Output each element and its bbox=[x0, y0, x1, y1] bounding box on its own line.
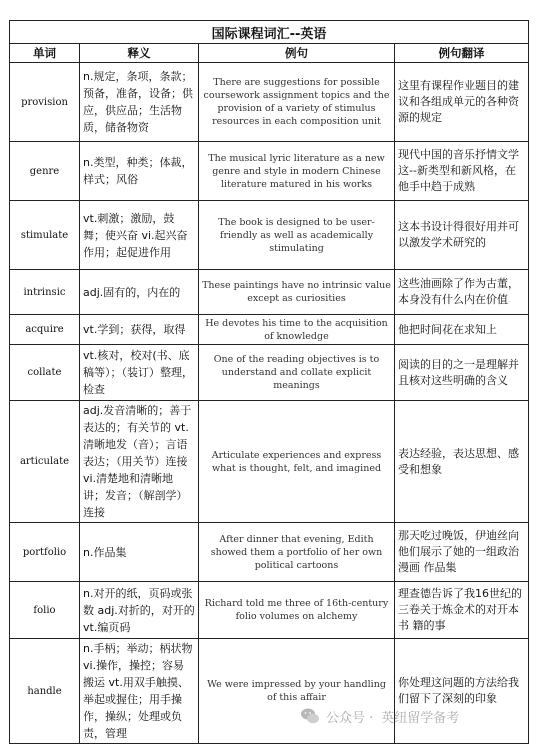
example-cell: One of the reading objectives is to understand and collate explicit meanings bbox=[199, 345, 395, 401]
word-cell: acquire bbox=[10, 315, 80, 345]
word-cell: portfolio bbox=[10, 523, 80, 582]
table-row bbox=[10, 582, 529, 639]
word-cell: intrinsic bbox=[10, 270, 80, 315]
watermark-account: 英纽留学备考 bbox=[381, 710, 460, 726]
translation-cell: 他把时间花在求知上 bbox=[395, 315, 529, 345]
word-cell: collate bbox=[10, 345, 80, 401]
definition-cell: n.规定，条项，条款；预备，准备，设备；供应，供应品；生活物质，储备物资 bbox=[80, 63, 199, 142]
example-cell: Articulate experiences and express what is thought, felt, and imagined bbox=[199, 401, 395, 523]
translation-cell: 那天吃过晚饭，伊迪丝向他们展示了她的一组政治漫画 作品集 bbox=[395, 523, 529, 582]
translation-cell: 这些油画除了作为古董，本身没有什么内在价值 bbox=[395, 270, 529, 315]
translation-cell: 阅读的目的之一是理解并且核对这些明确的含义 bbox=[395, 345, 529, 401]
header-word: 单词 bbox=[10, 44, 80, 63]
definition-cell: n.类型，种类；体裁，样式；风俗 bbox=[80, 142, 199, 201]
translation-cell: 表达经验，表达思想、感受和想象 bbox=[395, 401, 529, 523]
table-row bbox=[10, 201, 529, 270]
definition-cell: vt.核对，校对(书、底稿等）；（装订）整理，检查 bbox=[80, 345, 199, 401]
word-cell: provision bbox=[10, 63, 80, 142]
definition-cell: vt.学到；获得，取得 bbox=[80, 315, 199, 345]
translation-cell: 理查德告诉了我16世纪的三卷关于炼金术的对开本书 籍的事 bbox=[395, 582, 529, 639]
example-cell: The book is designed to be user-friendly as well as academically stimulating bbox=[199, 201, 395, 270]
word-cell: handle bbox=[10, 639, 80, 744]
table-row bbox=[10, 523, 529, 582]
example-cell: Richard told me three of 16th-century folio volumes on alchemy bbox=[199, 582, 395, 639]
vocab-table bbox=[9, 20, 529, 744]
table-row bbox=[10, 401, 529, 523]
example-cell: There are suggestions for possible coursework assignment topics and the provision of a variety of stimulus resources in each composition unit bbox=[199, 63, 395, 142]
word-cell: articulate bbox=[10, 401, 80, 523]
translation-cell: 这里有课程作业题目的建议和各组成单元的各种资源的规定 bbox=[395, 63, 529, 142]
table-row bbox=[10, 270, 529, 315]
header-row bbox=[10, 44, 529, 63]
table-row bbox=[10, 345, 529, 401]
example-cell: We were impressed by your handling of this affair bbox=[199, 639, 395, 744]
definition-cell: vt.刺激；激励，鼓舞；使兴奋 vi.起兴奋作用；起促进作用 bbox=[80, 201, 199, 270]
definition-cell: n.手柄；举动；柄状物 vi.操作，操控；容易搬运 vt.用双手触摸、举起或握住；用手操作，操纵；处理或负责，管理 bbox=[80, 639, 199, 744]
translation-cell: 这本书设计得很好用并可以激发学术研究的 bbox=[395, 201, 529, 270]
definition-cell: adj.固有的，内在的 bbox=[80, 270, 199, 315]
word-cell: genre bbox=[10, 142, 80, 201]
definition-cell: n.对开的纸，页码或张数 adj.对折的，对开的 vt.编页码 bbox=[80, 582, 199, 639]
definition-cell: adj.发音清晰的；善于表达的；有关节的 vt.清晰地发（音）；言语表达；（用关节）连接 vi.清楚地和清晰地讲；发音；（解剖学）连接 bbox=[80, 401, 199, 523]
word-cell: folio bbox=[10, 582, 80, 639]
watermark bbox=[300, 704, 467, 728]
translation-cell: 你处理这问题的方法给我们留下了深刻的印象 bbox=[395, 639, 529, 744]
header-definition: 释义 bbox=[80, 44, 199, 63]
translation-cell: 现代中国的音乐抒情文学这--新类型和新风格，在他手中趋于成熟 bbox=[395, 142, 529, 201]
example-cell: He devotes his time to the acquisition of knowledge bbox=[199, 315, 395, 345]
wechat-icon bbox=[300, 707, 320, 725]
example-cell: After dinner that evening, Edith showed them a portfolio of her own political cartoons bbox=[199, 523, 395, 582]
definition-cell: n.作品集 bbox=[80, 523, 199, 582]
header-example: 例句 bbox=[199, 44, 395, 63]
header-translation: 例句翻译 bbox=[395, 44, 529, 63]
table-row bbox=[10, 63, 529, 142]
example-cell: These paintings have no intrinsic value except as curiosities bbox=[199, 270, 395, 315]
table-title: 国际课程词汇--英语 bbox=[10, 21, 529, 44]
table-row bbox=[10, 315, 529, 345]
word-cell: stimulate bbox=[10, 201, 80, 270]
table-row bbox=[10, 142, 529, 201]
example-cell: The musical lyric literature as a new genre and style in modern Chinese literature matured in his works bbox=[199, 142, 395, 201]
watermark-label: 公众号 · bbox=[326, 710, 374, 726]
